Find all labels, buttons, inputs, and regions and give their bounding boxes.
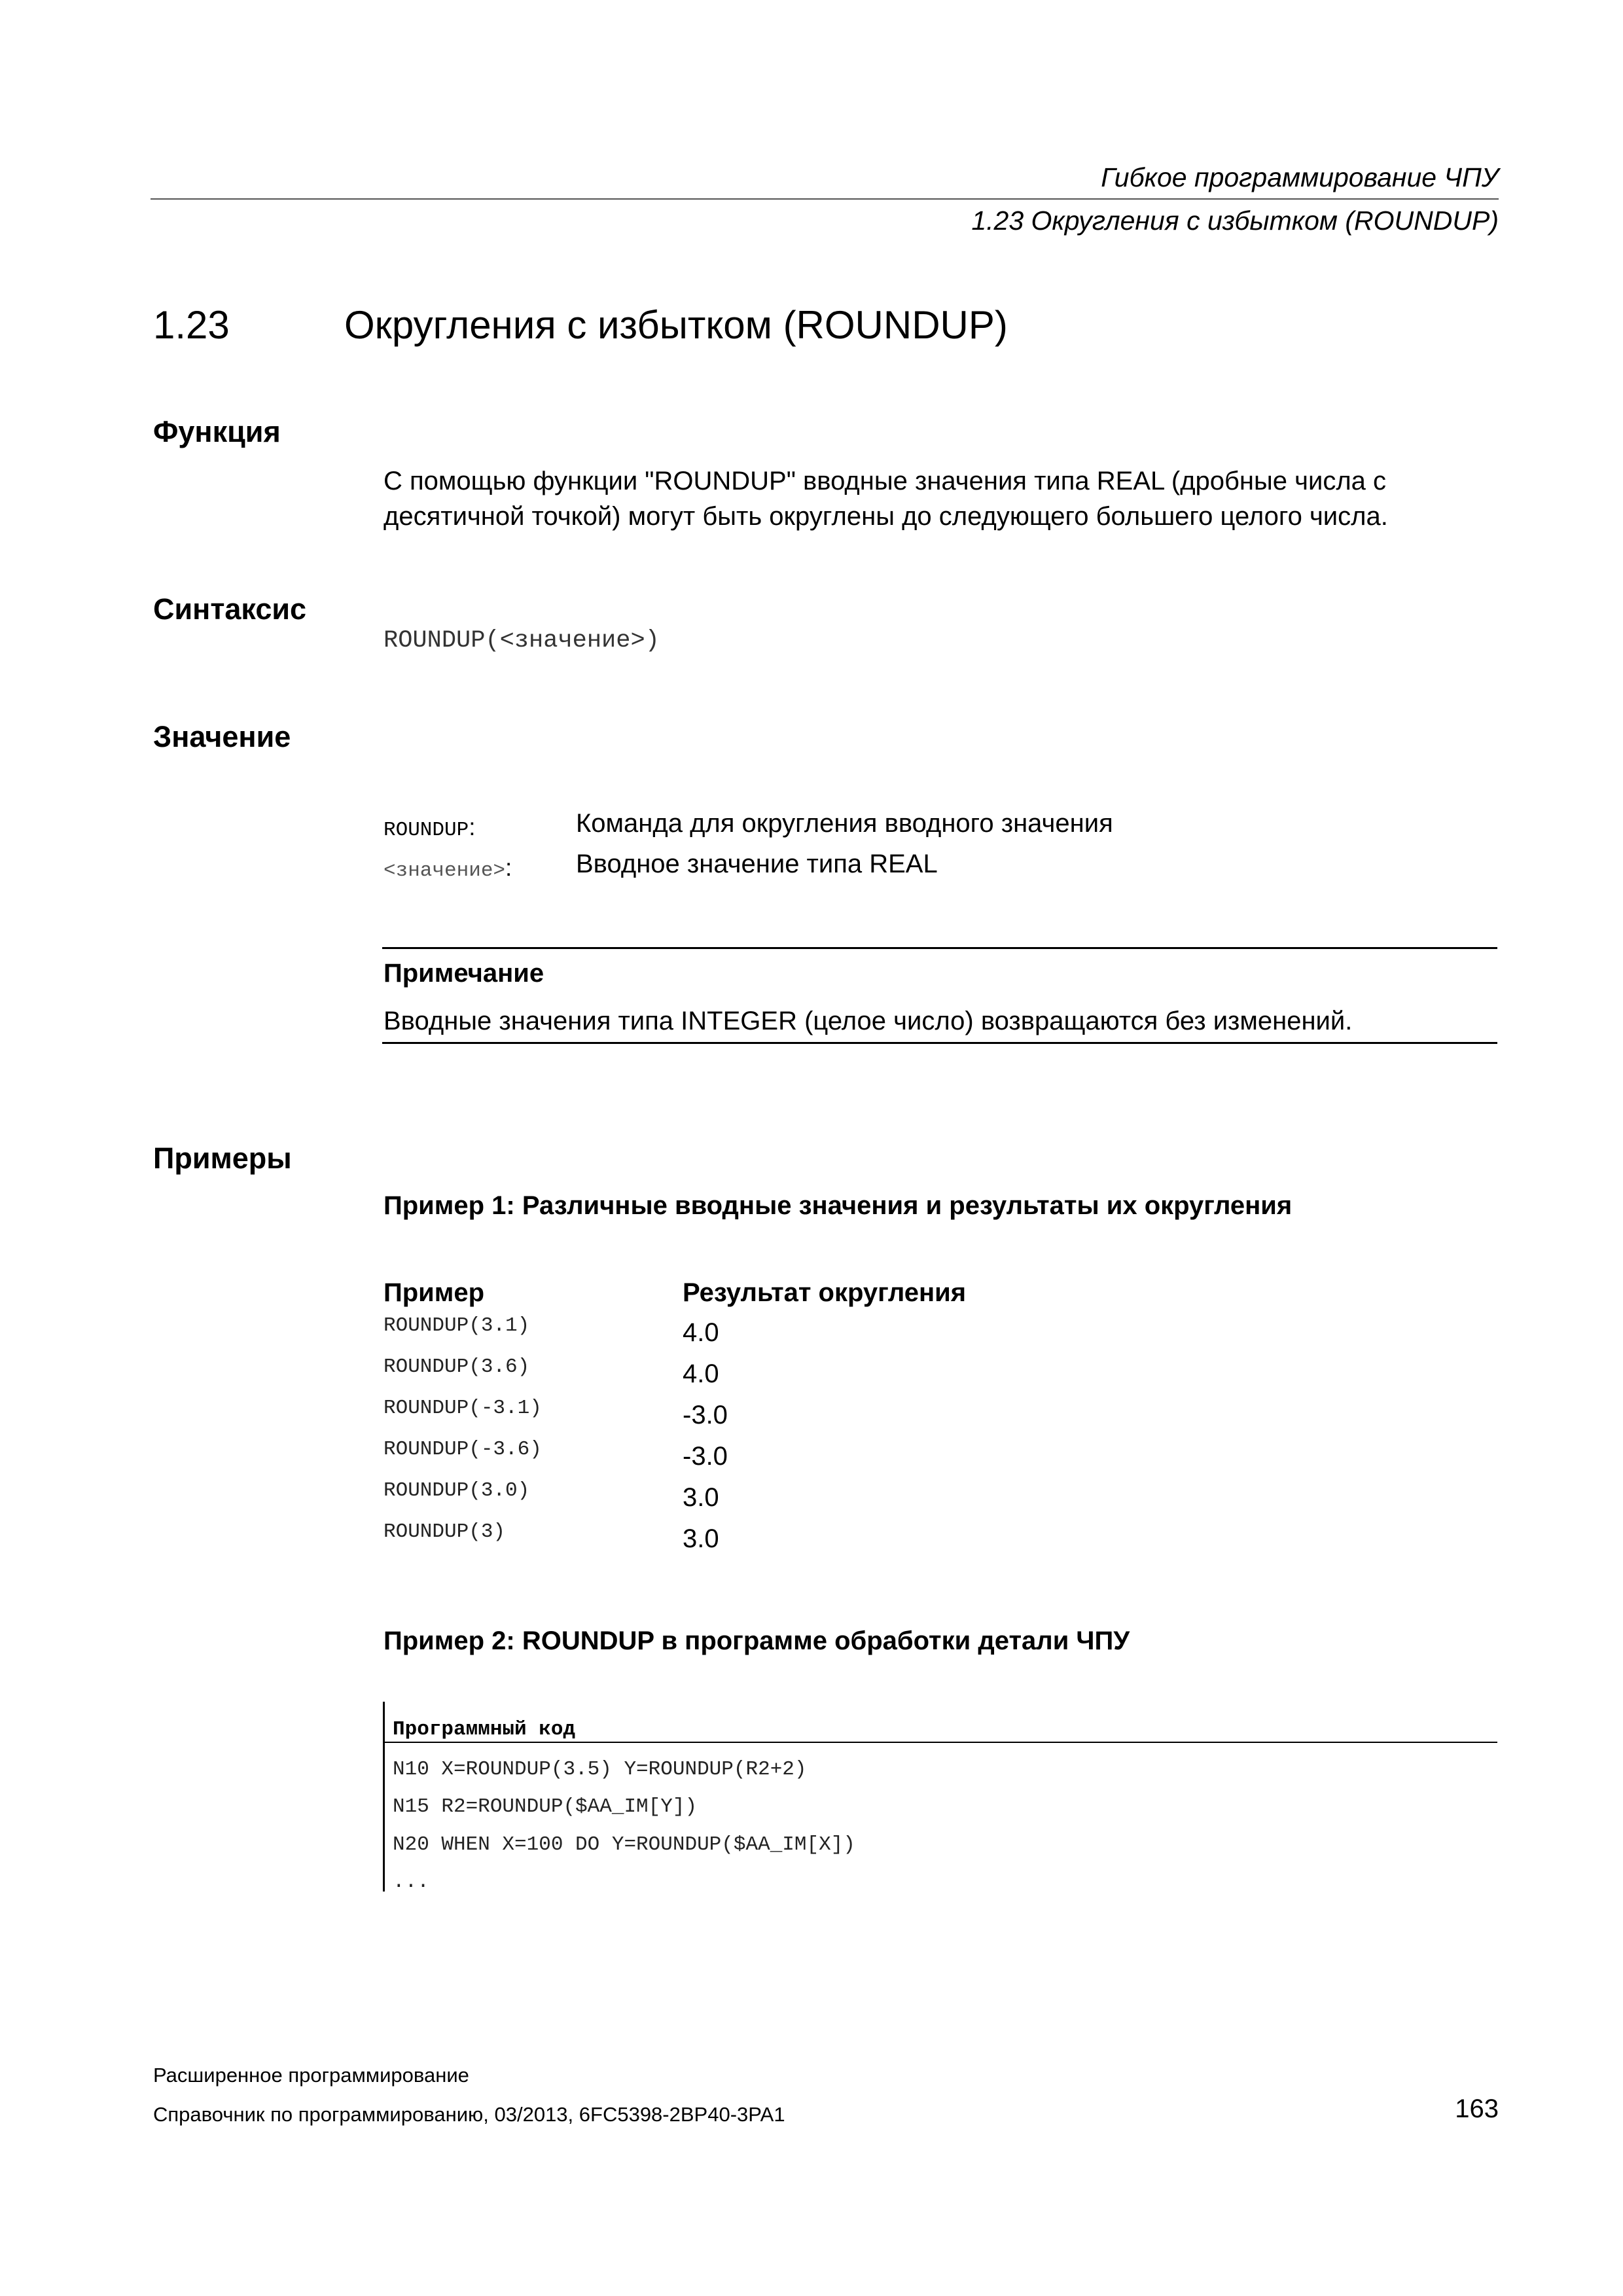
example1-title: Пример 1: Различные вводные значения и результаты их округления [383,1191,1293,1220]
code-line: N15 R2=ROUNDUP($AA_IM[Y]) [393,1795,698,1818]
syntax-heading: Синтаксис [153,592,307,626]
example1-expr: ROUNDUP(3.1) [383,1314,530,1337]
chapter-title: Округления с избытком (ROUNDUP) [344,303,1008,347]
meaning-colon: : [505,854,512,881]
example1-result: -3.0 [683,1401,728,1429]
example1-expr: ROUNDUP(-3.1) [383,1397,542,1420]
note-text: Вводные значения типа INTEGER (целое число) возвращаются без изменений. [383,1007,1353,1035]
examples-heading: Примеры [153,1141,292,1175]
header-divider [151,198,1499,200]
function-text: С помощью функции "ROUNDUP" вводные значения типа REAL (дробные числа с десятичной точкой) могут быть округлены до следующего большего целого числа. [383,467,1388,531]
example1-result: 4.0 [683,1359,719,1388]
note-bottom-rule [382,1042,1497,1044]
note-top-rule [382,947,1497,949]
example1-col-header-result: Результат округления [683,1278,967,1307]
example1-result: -3.0 [683,1442,728,1471]
example1-col-header-expr: Пример [383,1278,485,1307]
example2-title: Пример 2: ROUNDUP в программе обработки детали ЧПУ [383,1626,1130,1655]
meaning-term: <значение> [383,859,506,882]
code-block-header: Программный код [393,1718,576,1741]
example1-expr: ROUNDUP(3) [383,1520,506,1543]
meaning-heading: Значение [153,720,291,753]
meaning-colon: : [469,814,476,840]
function-heading: Функция [153,415,281,448]
syntax-code: ROUNDUP(<значение>) [383,627,660,655]
meaning-desc: Команда для округления вводного значения [576,809,1113,838]
code-line: N20 WHEN X=100 DO Y=ROUNDUP($AA_IM[X]) [393,1833,855,1856]
code-line: N10 X=ROUNDUP(3.5) Y=ROUNDUP(R2+2) [393,1758,807,1781]
code-line: ... [393,1871,429,1893]
note-title: Примечание [383,959,544,988]
footer-book-title: Расширенное программирование [153,2064,469,2087]
example1-expr: ROUNDUP(-3.6) [383,1438,542,1461]
footer-book-info: Справочник по программированию, 03/2013, 6FC5398-2BP40-3PA1 [153,2103,785,2126]
running-header-section: 1.23 Округления с избытком (ROUNDUP) [971,206,1499,236]
chapter-number: 1.23 [153,303,230,347]
example1-expr: ROUNDUP(3.0) [383,1479,530,1502]
example1-result: 4.0 [683,1318,719,1347]
example1-result: 3.0 [683,1483,719,1512]
page-number: 163 [1455,2094,1499,2123]
meaning-desc: Вводное значение типа REAL [576,850,938,878]
meaning-term-row-2 [383,854,512,882]
code-block-header-rule [383,1742,1497,1743]
meaning-term: ROUNDUP [383,819,469,842]
code-block-left-border [383,1702,385,1892]
example1-result: 3.0 [683,1524,719,1553]
example1-expr: ROUNDUP(3.6) [383,1355,530,1378]
meaning-term-row-1 [383,814,476,842]
running-header-chapter: Гибкое программирование ЧПУ [1101,162,1499,192]
